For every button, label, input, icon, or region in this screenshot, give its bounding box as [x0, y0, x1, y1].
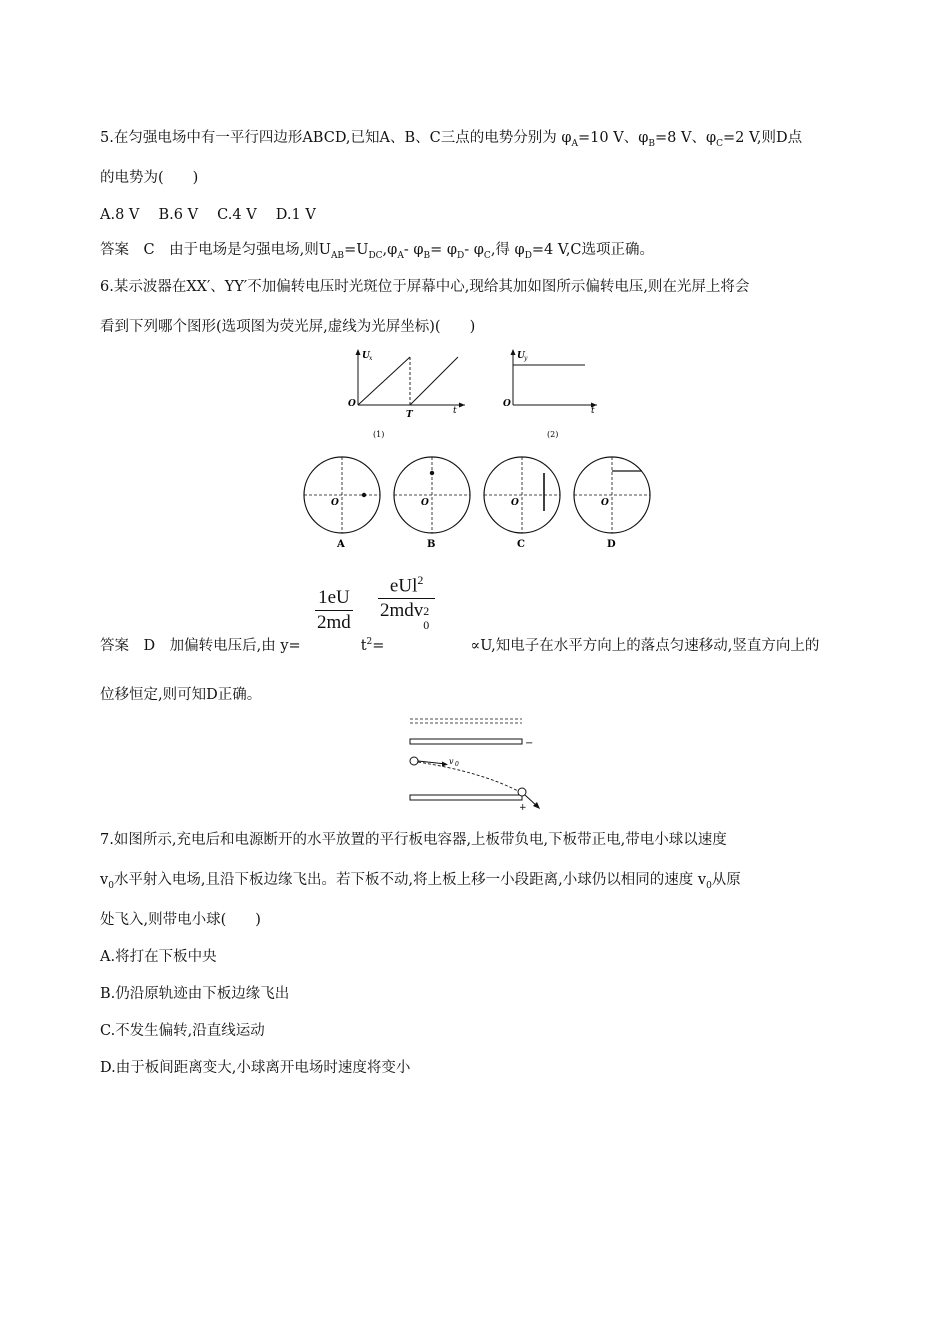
- fraction-2: [378, 573, 435, 633]
- graph1-origin: O: [348, 399, 356, 409]
- fraction-2-numerator: eUl$^2$: [389, 573, 424, 597]
- screen-c: [484, 457, 560, 550]
- capacitor-diagram: [402, 712, 542, 812]
- q7-option-c: C.不发生偏转,沿直线运动: [100, 1023, 265, 1039]
- graph2-tlabel: t: [591, 406, 595, 416]
- q5-line2: 的电势为( ): [100, 170, 199, 186]
- fraction-1-denominator: 2md: [317, 612, 351, 633]
- fraction-1-numerator: 1eU: [318, 587, 350, 608]
- svg-text:O: O: [511, 498, 519, 508]
- svg-text:O: O: [421, 498, 429, 508]
- q7-option-d: D.由于板间距离变大,小球离开电场时速度将变小: [100, 1060, 411, 1076]
- q7-line1: 7.如图所示,充电后和电源断开的水平放置的平行板电容器,上板带负电,下板带正电,带电小球以速度: [100, 832, 727, 848]
- svg-text:O: O: [601, 498, 609, 508]
- screen-c-label: C: [517, 539, 525, 550]
- graph1-tick: T: [406, 410, 413, 420]
- q6-line1: 6.某示波器在XX′、YY′不加偏转电压时光斑位于屏幕中心,现给其加如图所示偏转电压,则在光屏上将会: [100, 279, 750, 295]
- screen-b-label: B: [427, 539, 436, 550]
- q7-option-a: A.将打在下板中央: [100, 949, 217, 965]
- screen-options: [300, 455, 680, 550]
- graph2-origin: O: [503, 399, 511, 409]
- minus-sign: −: [525, 738, 534, 749]
- q6-answer-line2: 位移恒定,则可知D正确。: [100, 687, 262, 703]
- screen-d-label: D: [607, 539, 616, 550]
- plus-sign: +: [519, 803, 527, 812]
- screen-a-label: A: [337, 539, 345, 550]
- fraction-1: [315, 587, 353, 634]
- graph-ux: [340, 345, 470, 440]
- graph-uy: [495, 345, 605, 440]
- svg-text:0: 0: [455, 761, 459, 768]
- q5-answer: 答案 C 由于电场是匀强电场,则$U_{AB}=U_{DC},\varphi_A-$ $\varphi_B= \varphi_D-$ $\varphi_C$,得 $\varphi_D=4$ V,C选项正确。: [100, 242, 655, 261]
- graph1-ysub: x: [369, 355, 373, 362]
- v0-label: v: [449, 757, 454, 766]
- q6-line2: 看到下列哪个图形(选项图为荧光屏,虚线为光屏坐标)( ): [100, 319, 476, 335]
- graph1-caption: (1): [373, 430, 385, 439]
- svg-text:O: O: [331, 498, 339, 508]
- graph1-tlabel: t: [453, 406, 457, 416]
- graph1-ylabel: U: [362, 351, 370, 361]
- graph2-ysub: y: [524, 355, 528, 362]
- q7-line3: 处飞入,则带电小球( ): [100, 912, 261, 928]
- fraction-2-denominator: 2mdv 2 0: [380, 600, 430, 633]
- q6-answer: 答案 D 加偏转电压后,由 $y= t^2= \propto U$,知电子在水平方向上的落点匀速移动,竖直方向上的: [100, 637, 820, 654]
- q5-options: A.8 V B.6 V C.4 V D.1 V: [100, 207, 316, 223]
- q7-line2: $v_0$水平射入电场,且沿下板边缘飞出。若下板不动,将上板上移一小段距离,小球仍以相同的速度 $v_0$从原: [100, 872, 741, 891]
- screen-d: [574, 457, 650, 550]
- q7-option-b: B.仍沿原轨迹由下板边缘飞出: [100, 986, 290, 1002]
- graph2-ylabel: U: [517, 351, 525, 361]
- screen-a: [304, 457, 380, 550]
- screen-b: [394, 457, 470, 550]
- q5-line1: 5.在匀强电场中有一平行四边形ABCD,已知A、B、C三点的电势分别为 $\varphi_A=10$ V、$\varphi_B=8$ V、$\varphi_C=2$ V,则D点: [100, 130, 803, 149]
- graph2-caption: (2): [547, 430, 559, 439]
